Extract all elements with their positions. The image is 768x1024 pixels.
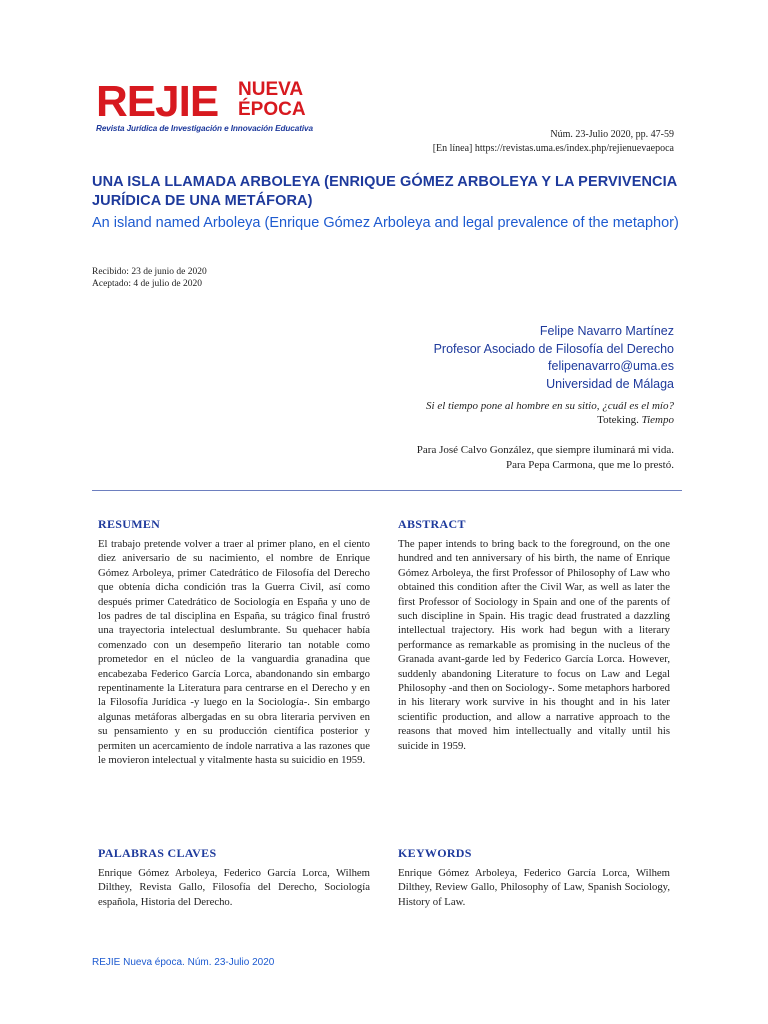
journal-logo: REJIE	[96, 77, 219, 126]
page-footer: REJIE Nueva época. Núm. 23-Julio 2020	[92, 957, 275, 968]
author-email[interactable]: felipenavarro@uma.es	[548, 359, 674, 373]
dedication-line-1: Para José Calvo González, que siempre iluminará mi vida.	[416, 444, 674, 456]
epigraph	[426, 399, 674, 427]
epigraph-work: Tiempo	[641, 414, 674, 426]
author-position: Profesor Asociado de Filosofía del Derecho	[433, 341, 674, 356]
abstract-heading: ABSTRACT	[398, 517, 466, 531]
epigraph-author: Toteking.	[597, 414, 639, 426]
dedication-line-2: Para Pepa Carmona, que me lo prestó.	[505, 458, 674, 471]
resumen-heading: RESUMEN	[98, 517, 161, 531]
article-title-spanish: UNA ISLA LLAMADA ARBOLEYA (ENRIQUE GÓMEZ ARBOLEYA Y LA PERVIVENCIA JURÍDICA DE UNA METÁFORA)	[92, 174, 677, 209]
epigraph-source	[426, 413, 674, 427]
journal-subtitle: Revista Jurídica de Investigación e Innovación Educativa	[96, 124, 313, 133]
author-institution: Universidad de Málaga	[546, 376, 674, 391]
palabras-claves-text: Enrique Gómez Arboleya, Federico García Lorca, Wilhem Dilthey, Revista Gallo, Filosofía del Derecho, Sociología española, Historia del Derecho.	[98, 867, 370, 908]
epigraph-quote: Si el tiempo pone al hombre en su sitio, ¿cuál es el mío?	[426, 400, 674, 412]
abstract-text: The paper intends to bring back to the foreground, on the one hundred and ten anniversary of his birth, the name of Enrique Gómez Arboleya, the first Professor of Philosophy of Law who obtained this condition after the Civil War, as well as later the first Professor of Sociology in Spain and one of the parents of such discipline in Spain. His tragic dead frustrated a dazzling intellectual trajectory. His work had begun with a literary performance as remarkable as promising in the nucleus of the Granada avant-garde led by Federico García Lorca. However, suddenly abandoning Literature to focus on Law and Legal Philosophy -and then on Sociology-. Some metaphors harbored in his literary work survive in his thought and in his later scientific production, and allow a narrative approach to the reasons that moved him intellectually and vitally until his suicide in 1959.	[398, 538, 670, 752]
accepted-date: Aceptado: 4 de julio de 2020	[92, 279, 203, 289]
keywords-heading: KEYWORDS	[398, 846, 472, 860]
resumen-text: El trabajo pretende volver a traer al primer plano, en el ciento diez aniversario de su nacimiento, el nombre de Enrique Gómez Arboleya, primer Catedrático de Filosofía del Derecho que obtenía dicha condición tras la Guerra Civil, así como después primer Catedrático de Sociología en España y uno de los padres de tal disciplina en España, su trágico final frustró una trayectoria intelectual deslumbrante. Su quehacer había comenzado con un desempeño literario tan notable como prometedor en el núcleo de la vanguardia granadina que encabezaba Federico García Lorca, abandonando sin embargo repentinamente la Literatura para centrarse en el Derecho y en la Filosofía Jurídica -y luego en la Sociología-. Sin embargo algunas metáforas albergadas en su obra literaria perviven en su pensamiento y en su producción científica posterior y permiten un acercamiento de índole narrativa a las razones que le movieron intelectual y vitalmente hasta su suicidio en 1959.	[98, 538, 370, 767]
issue-info	[433, 128, 674, 156]
palabras-claves-heading: PALABRAS CLAVES	[98, 846, 217, 860]
author-name: Felipe Navarro Martínez	[539, 324, 674, 338]
author-block	[434, 323, 674, 393]
section-divider	[92, 490, 682, 491]
issue-number-pages: Núm. 23-Julio 2020, pp. 47-59	[550, 129, 674, 140]
received-date: Recibido: 23 de junio de 2020	[92, 267, 207, 277]
issue-online-url[interactable]: [En línea] https://revistas.uma.es/index.php/rejienuevaepoca	[432, 143, 674, 154]
dedication	[417, 443, 674, 472]
article-dates	[92, 266, 207, 290]
journal-logo-epoca: ÉPOCA	[238, 99, 306, 120]
article-title-english: An island named Arboleya (Enrique Gómez Arboleya and legal prevalence of the metaphor)	[92, 215, 679, 231]
keywords-text: Enrique Gómez Arboleya, Federico García Lorca, Wilhem Dilthey, Review Gallo, Philosophy of Law, Spanish Sociology, History of Law.	[398, 867, 670, 908]
journal-logo-nueva: NUEVA	[238, 79, 304, 100]
